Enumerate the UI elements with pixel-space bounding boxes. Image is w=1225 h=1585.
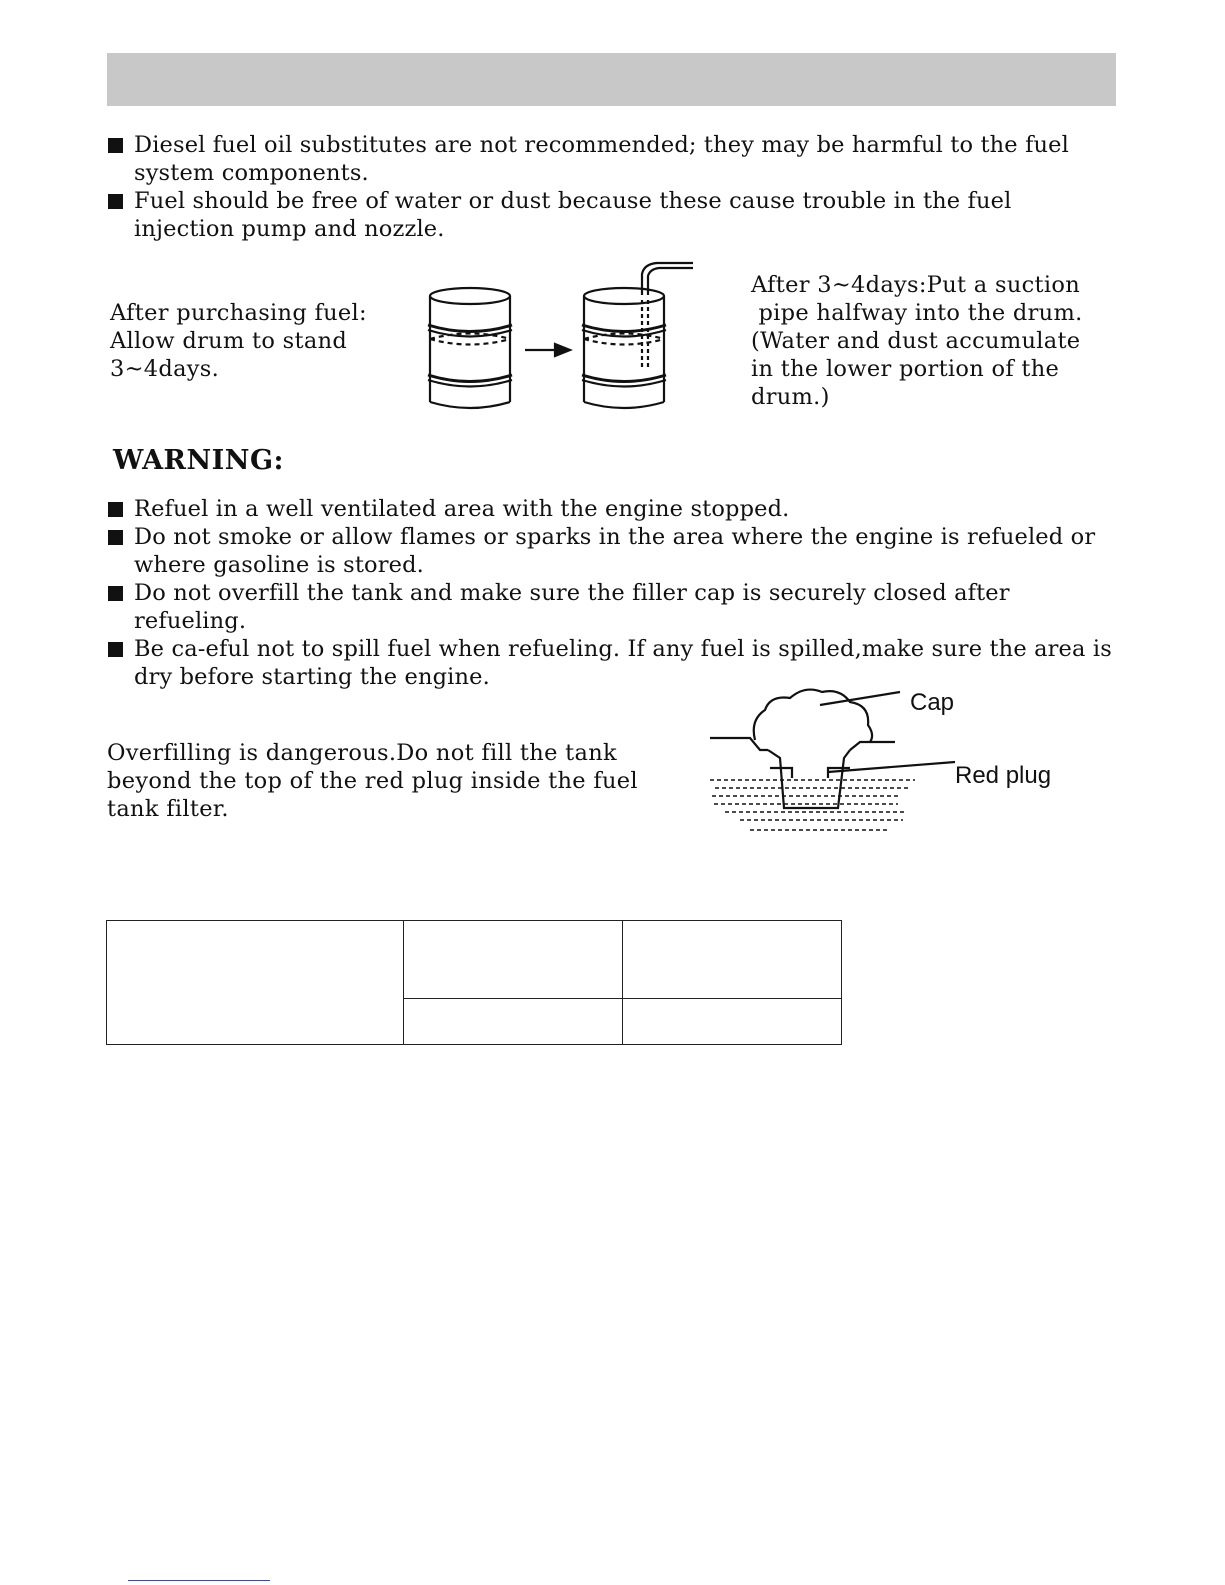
purchase-instruction: After purchasing fuel: Allow drum to stand 3~4days. [110, 300, 367, 382]
list-item: Do not overfill the tank and make sure the filler cap is securely closed after refueling. [108, 579, 1123, 635]
table-cell [623, 921, 842, 999]
warning-heading: WARNING: [113, 445, 284, 476]
table-row [107, 921, 842, 999]
red-plug-label: Red plug [955, 762, 1052, 789]
fuel-cap-icon [754, 690, 872, 742]
bullet-square-icon [108, 138, 123, 153]
fuel-notes-list [108, 131, 1108, 243]
drum-suction-pipe-icon [582, 263, 693, 408]
bullet-square-icon [108, 586, 123, 601]
bullet-square-icon [108, 642, 123, 657]
footer-link-underline [128, 1580, 270, 1581]
bullet-square-icon [108, 194, 123, 209]
bullet-square-icon [108, 502, 123, 517]
list-item: Diesel fuel oil substitutes are not recommended; they may be harmful to the fuel system components. [108, 131, 1108, 187]
drum-standing-icon [428, 288, 512, 408]
cap-label: Cap [910, 689, 955, 716]
table-cell [107, 921, 404, 1045]
table-cell [623, 999, 842, 1045]
arrow-right-icon [525, 344, 570, 356]
section-header-bar [107, 53, 1116, 106]
suction-instruction: After 3~4days:Put a suction pipe halfway into the drum. (Water and dust accumulate in the lower portion of the drum.) [751, 272, 1083, 410]
fuel-drum-illustration [425, 260, 725, 420]
overfill-note: Overfilling is dangerous.Do not fill the tank beyond the top of the red plug inside the fuel tank filter. [107, 740, 638, 822]
warning-list [108, 495, 1123, 691]
fuel-level-lines [710, 780, 915, 830]
list-item: Fuel should be free of water or dust because these cause trouble in the fuel injection pump and nozzle. [108, 187, 1108, 243]
table-cell [404, 921, 623, 999]
list-item: Do not smoke or allow flames or sparks in the area where the engine is refueled or where gasoline is stored. [108, 523, 1123, 579]
tank-filter-icon [768, 750, 850, 808]
spec-table [106, 920, 842, 1045]
list-item: Be ca-eful not to spill fuel when refueling. If any fuel is spilled,make sure the area is dry before starting the engine. [108, 635, 1123, 691]
table-cell [404, 999, 623, 1045]
bullet-square-icon [108, 530, 123, 545]
list-item: Refuel in a well ventilated area with the engine stopped. [108, 495, 1123, 523]
